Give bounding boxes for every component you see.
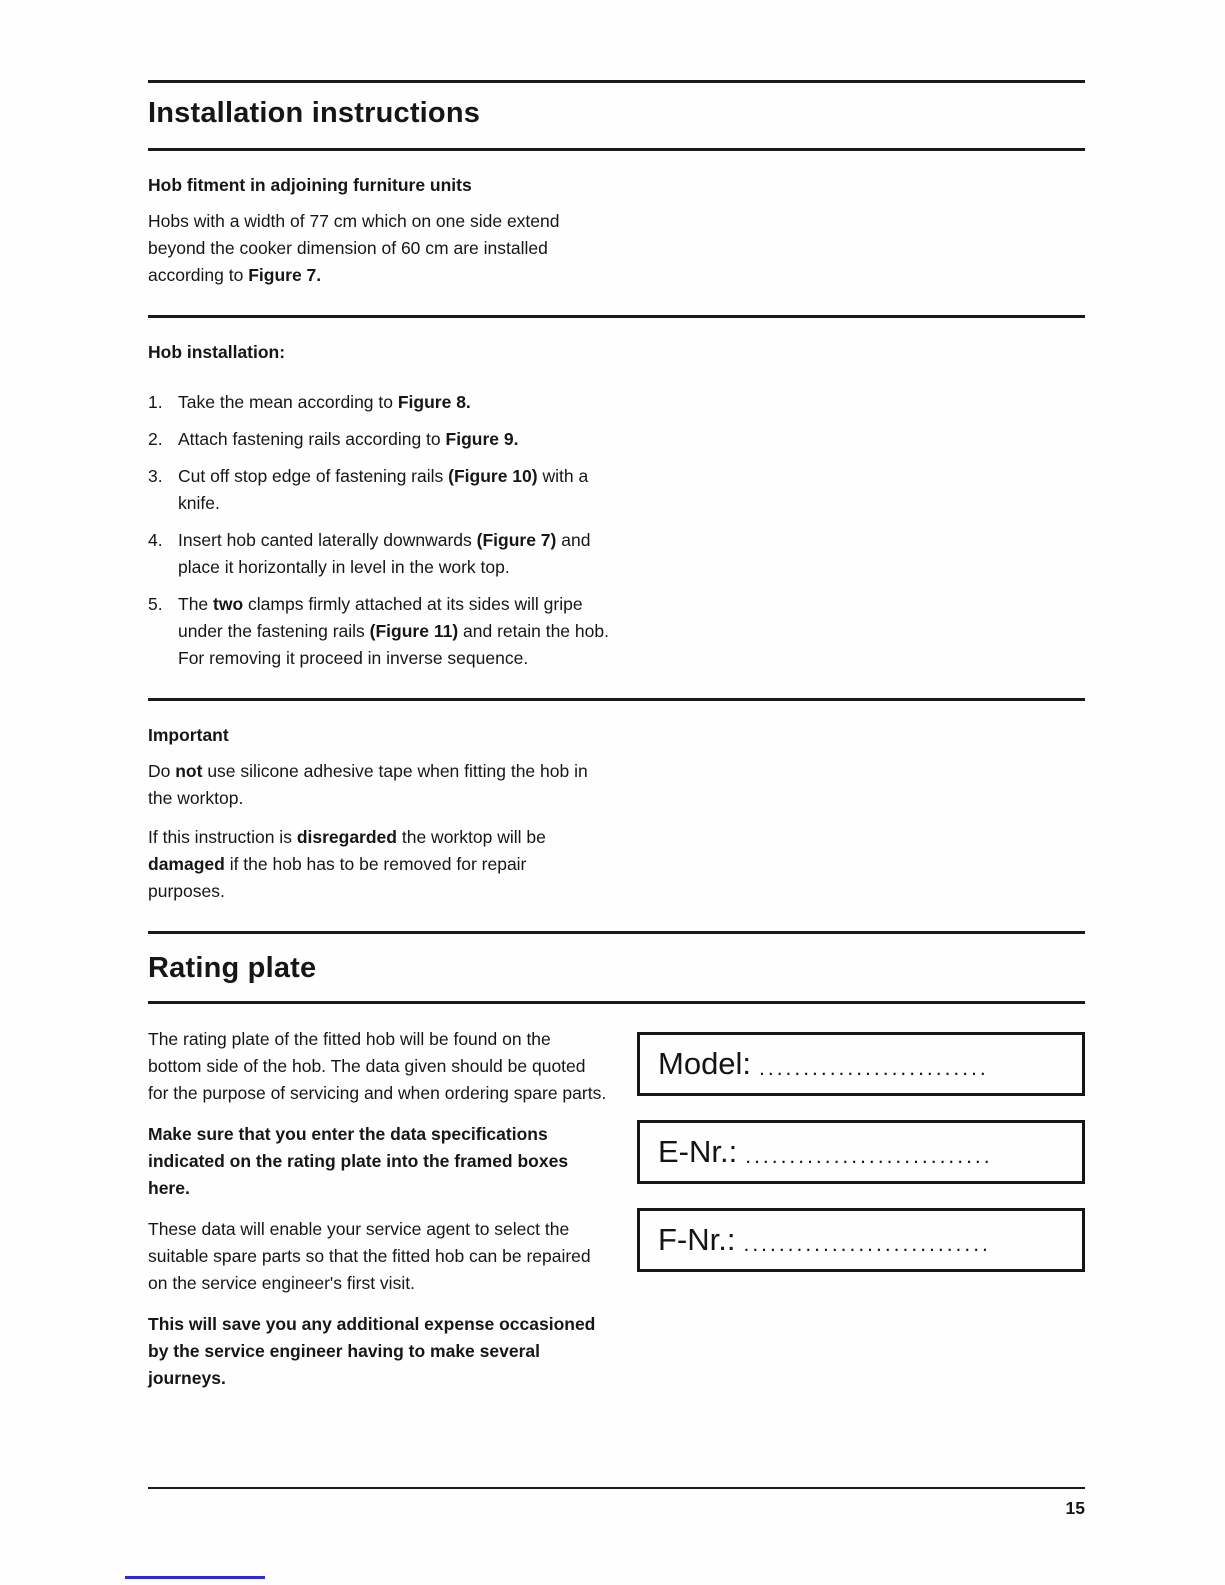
section-heading: Important [148, 725, 229, 745]
f-nr-entry-box [637, 1208, 1085, 1272]
section-hob-fitment [148, 175, 1085, 289]
f-nr-label: F-Nr.: [658, 1222, 736, 1257]
step-number: 5. [148, 594, 163, 614]
paragraph-bold: Make sure that you enter the data specifications indicated on the rating plate into the framed boxes here. [148, 1124, 569, 1198]
step-number: 2. [148, 429, 163, 449]
step-number: 4. [148, 530, 163, 550]
paragraph: Hobs with a width of 77 cm which on one side extend beyond the cooker dimension of 60 cm are installed according to Figure 7. [148, 211, 560, 285]
numbered-list [148, 389, 618, 672]
f-nr-dotted-line: ............................ [743, 1233, 991, 1256]
page-number: 15 [1065, 1498, 1085, 1518]
e-nr-dotted-line: ............................ [745, 1145, 993, 1168]
list-item [148, 527, 618, 581]
list-item [148, 426, 618, 453]
rating-text-column [148, 1026, 608, 1392]
section-heading: Hob installation: [148, 342, 286, 362]
step-text: Attach fastening rails according to Figure 9. [178, 429, 519, 449]
section-hob-installation [148, 342, 1085, 672]
list-item [148, 591, 618, 672]
rating-boxes-column [637, 1032, 1085, 1296]
step-text: Take the mean according to Figure 8. [178, 392, 471, 412]
step-number: 3. [148, 466, 163, 486]
step-text: Cut off stop edge of fastening rails (Figure 10) with a knife. [178, 466, 589, 513]
step-text: The two clamps firmly attached at its sides will gripe under the fastening rails (Figure 11) and retain the hob. For removing it proceed in inverse sequence. [178, 594, 609, 668]
model-dotted-line: .......................... [759, 1057, 989, 1080]
footer-divider [148, 1487, 1085, 1489]
section-heading: Hob fitment in adjoining furniture units [148, 175, 472, 195]
divider [148, 80, 1085, 83]
page-title: Installation instructions [148, 97, 481, 129]
step-number: 1. [148, 392, 163, 412]
divider [148, 931, 1085, 934]
rating-plate-title: Rating plate [148, 952, 317, 984]
scan-artifact-line [125, 1576, 265, 1579]
section-important [148, 725, 1085, 905]
divider [148, 698, 1085, 701]
paragraph: The rating plate of the fitted hob will be found on the bottom side of the hob. The data given should be quoted for the purpose of servicing and when ordering spare parts. [148, 1029, 607, 1103]
rating-plate-section [148, 1026, 1085, 1392]
list-item [148, 389, 618, 416]
paragraph: These data will enable your service agent to select the suitable spare parts so that the fitted hob can be repaired on the service engineer's first visit. [148, 1219, 591, 1293]
divider [148, 315, 1085, 318]
list-item [148, 463, 618, 517]
divider [148, 148, 1085, 151]
step-text: Insert hob canted laterally downwards (Figure 7) and place it horizontally in level in the work top. [178, 530, 591, 577]
e-nr-label: E-Nr.: [658, 1134, 738, 1169]
e-nr-entry-box [637, 1120, 1085, 1184]
model-label: Model: [658, 1046, 752, 1081]
divider [148, 1001, 1085, 1004]
paragraph-bold: This will save you any additional expense occasioned by the service engineer having to make several journeys. [148, 1314, 596, 1388]
model-entry-box [637, 1032, 1085, 1096]
paragraph: Do not use silicone adhesive tape when fitting the hob in the worktop. [148, 761, 588, 808]
paragraph: If this instruction is disregarded the worktop will be damaged if the hob has to be removed for repair purposes. [148, 827, 546, 901]
